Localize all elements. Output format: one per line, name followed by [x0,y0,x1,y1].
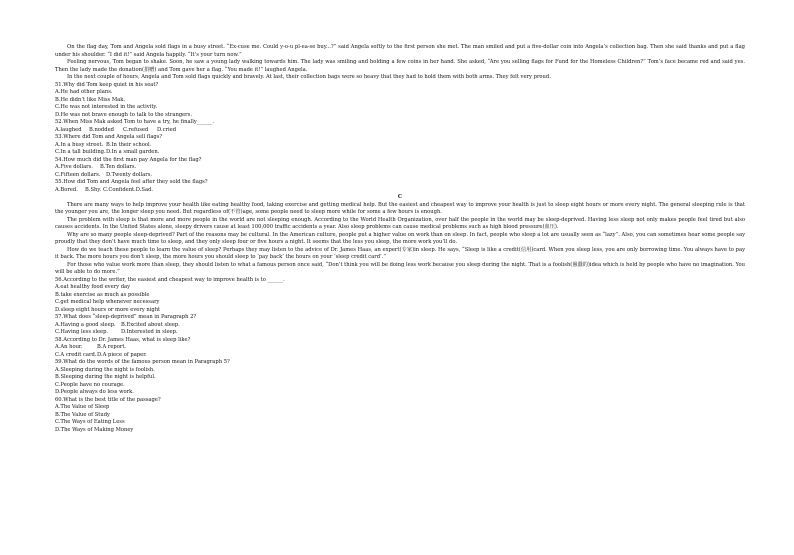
option-a: A.He had other plans. [55,89,113,95]
option-row [55,187,745,195]
passage-c-paragraph-3: Why are so many people sleep-deprived? Part of the reasons may be cultural. In the American culture, people put a higher value on work than on sleep. In fact, people who sleep a lot are usually seen as “lazy”. Also, you can sometimes hear some people say proudly that they don’t have much time to sleep, and they only sleep four or five hours a night. It seems that the less you sleep, the more work you’ll do. [55,231,745,245]
question-stem: 58.According to Dr. James Haas, what is sleep like? [55,336,191,343]
option-a: A.The Value of Sleep [55,404,110,410]
option-b: B.A report. [97,344,127,350]
option-row [55,127,745,135]
option-a: A.Sleeping during the night is foolish. [55,366,155,373]
option-a: A.Five dollars. [55,164,93,170]
option-b: B.The Value of Study [55,411,110,418]
option-d: D.sleep eight hours or more every night [55,306,161,313]
option-d: D.A piece of paper. [97,351,147,358]
option-c: C.Confident. [103,186,136,193]
option-d: D.Twenty dollars. [106,171,153,178]
option-a: A.laughed [55,126,82,133]
question-stem: 52.When Miss Mak asked Tom to have a try, he finally______. [55,119,215,125]
question-stem: 59.What do the words of the famous person mean in Paragraph 5? [55,359,230,365]
option-a: A.An hour. [55,344,83,350]
question-52 [55,119,745,134]
option-c: C.Having less sleep. [55,329,109,335]
option-c: C.The Ways of Eating Less [55,419,125,425]
option-d: D.People always do less work. [55,389,134,395]
option-a: A.eat healthy food every day [55,284,131,290]
question-54 [55,157,745,180]
section-c-label: C [397,194,403,200]
option-d: D.cried [157,126,177,133]
option-d: D.In a small garden. [106,149,160,155]
option-c: C.In a tall building. [55,149,106,155]
option-row [55,142,745,150]
option-a: A.Having a good sleep. [55,321,116,328]
question-51 [55,82,745,120]
question-56 [55,277,745,315]
option-row [55,352,745,360]
passage-b-paragraph-2: Feeling nervous, Tom began to shake. Soon, he saw a young lady walking towards him. The lady was smiling and holding a few coins in her hand. She asked, “Are you selling flags for Fund for the Homeless Children?” Tom’s face became red and said yes. Then the lady made the donation(捐赠) and Tom gave her a flag. “You made it!” laughed Angela. [55,59,745,73]
option-d: D.Interested in sleep. [121,329,178,335]
option-c: C.He was not interested in the activity. [55,104,158,110]
question-stem: 56.According to the writer, the easiest and cheapest way to improve health is to ______. [55,276,285,283]
option-b: B.Ten dollars. [100,164,137,170]
option-row [55,322,745,330]
passage-b-paragraph-1: On the flag day, Tom and Angela sold flags in a busy street. “Ex-cuse me. Could y-o-u pl-ea-se buy...?” said Angela softly to the first person she met. The man smiled and put a five-dollar coin into Angela’s collection bag. Then she said thanks and put a flag under his shoulder. “I did it!” said Angela happily. “It’s your turn now.” [55,44,745,58]
option-b: B.nodded [89,126,114,133]
option-row [55,344,745,352]
question-55 [55,179,745,194]
passage-b-paragraph-3: In the next couple of hours, Angela and Tom sold flags quickly and bravely. At last, their collection bags were so heavy that they had to hold them with both arms. They felt very proud. [67,74,551,80]
option-d: D.He was not brave enough to talk to the strangers. [55,111,192,118]
question-60 [55,397,745,435]
option-c: C.People have no courage. [55,381,125,388]
question-57 [55,314,745,337]
question-58 [55,337,745,360]
question-stem: 53.Where did Tom and Angela sell flags? [55,134,163,140]
option-a: A.Bored. [55,186,78,193]
option-b: B.Sleeping during the night is helpful. [55,374,156,380]
question-stem: 57.What does “sleep-deprived” mean in Paragraph 2? [55,314,197,320]
option-row [55,149,745,157]
question-53 [55,134,745,157]
option-c: C.get medical help whenever necessary [55,299,160,305]
exam-document [55,44,745,434]
option-d: D.Sad. [135,186,154,193]
question-stem: 54.How much did the first man pay Angela for the flag? [55,156,202,163]
passage-c-paragraph-5: For those who value work more than sleep, they should listen to what a famous person once said, “Don’t think you will be doing less work because you sleep during the night. That is a foolish(愚蠢的)idea which is held by people who have no imagination. You will be able to do more.” [55,261,745,275]
passage-c-paragraph-2: The problem with sleep is that more and more people in the world are not sleeping enough. According to the World Health Organization, over half the people in the world may be sleep-deprived. Having less sleep not only makes people feel tired but also causes accidents. In the United States alone, sleepy drivers cause at least 100,000 traffic accidents a year. Also sleep problems can cause medical problems such as high blood pressure(血压). [55,216,745,230]
option-c: C.A credit card. [55,351,97,358]
option-d: D.The Ways of Making Money [55,426,134,433]
question-59 [55,359,745,397]
question-stem: 55.How did Tom and Angela feel after they sold the flags? [55,179,208,185]
option-a: A.In a busy street. [55,141,104,148]
option-b: B.In their school. [106,141,152,148]
option-b: B.take exercise as much as possible [55,291,150,298]
option-c: C.Fifteen dollars. [55,171,101,178]
option-row [55,329,745,337]
option-b: B.He didn’t like Miss Mak. [55,96,126,103]
question-stem: 60.What is the best title of the passage? [55,396,161,403]
option-b: B.Shy. [85,186,102,193]
option-b: B.Excited about sleep. [121,321,180,328]
option-row [55,172,745,180]
passage-c-paragraph-1: There are many ways to help improve your health like eating healthy food, taking exercise and getting medical help. But the easiest and cheapest way to improve your health is just to sleep eight hours or more every night. The general sleeping rule is that the younger you are, the longer sleep you need. But regardless of(不管)age, some people need to sleep more while for some a few hours is enough. [55,201,745,215]
option-c: C.refused [123,126,149,133]
passage-c-paragraph-4: How do we teach these people to learn the value of sleep? Perhaps they may listen to the advice of Dr. James Haas, an expert(专家)in sleep. He says, “Sleep is like a credit(信用)card. When you sleep less, you are only borrowing time. You always have to pay it back. The more hours you don’t sleep, the more hours you should sleep to ‘pay back’ the hours on your ‘sleep credit card’.” [55,246,745,260]
option-row [55,164,745,172]
question-stem: 51.Why did Tom keep quiet in his seat? [55,81,159,88]
